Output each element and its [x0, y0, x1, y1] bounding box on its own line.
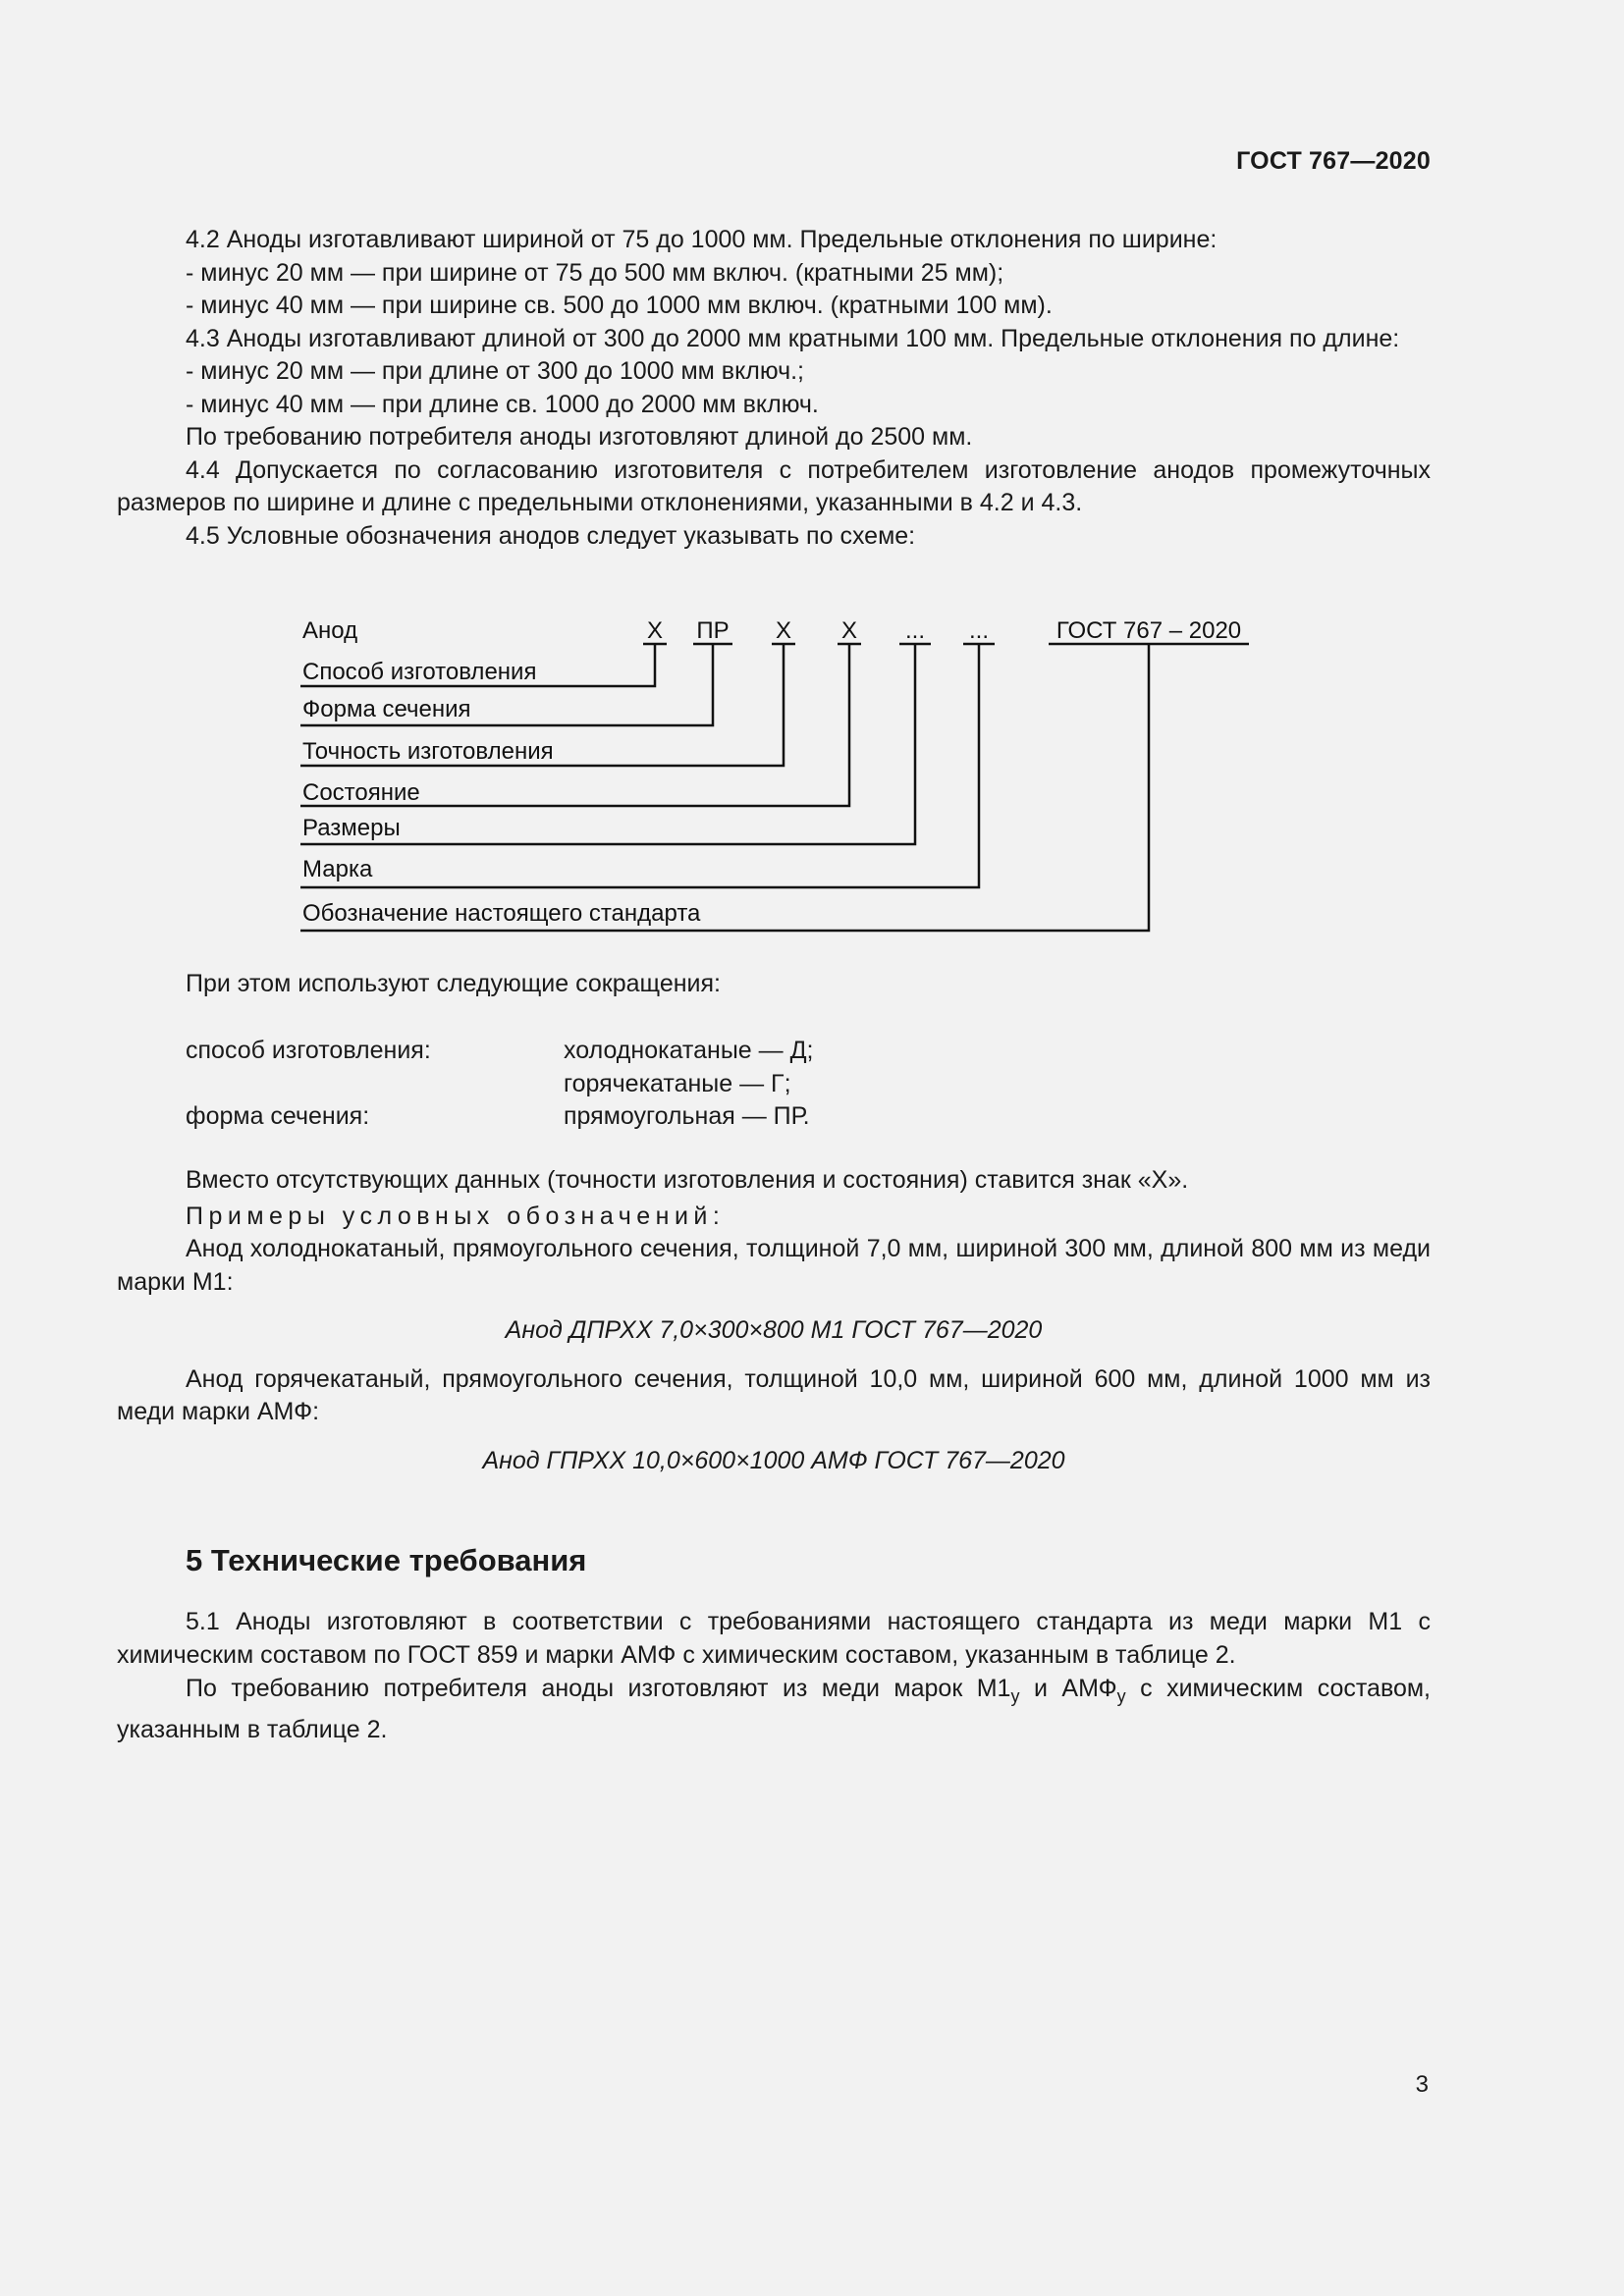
example-2-text: Анод горячекатаный, прямоугольного сечения, толщиной 10,0 мм, шириной 600 мм, длиной 1000 мм из меди марки АМФ:	[117, 1364, 1431, 1425]
abbreviations-block	[117, 968, 1431, 1001]
example-2-code: Анод ГПРХХ 10,0×600×1000 АМФ ГОСТ 767—2020	[482, 1446, 1065, 1474]
scheme-label: Обозначение настоящего стандарта	[302, 900, 701, 927]
abbreviation-row	[117, 1100, 1431, 1134]
scheme-code: ...	[904, 617, 926, 644]
scheme-label: Точность изготовления	[302, 738, 554, 765]
note-text: с химическим составом, указанным в таблице 2.	[117, 1675, 1431, 1743]
list-item: - минус 20 мм — при ширине от 75 до 500 мм включ. (кратными 25 мм);	[186, 258, 1004, 287]
paragraph-5-1-note	[117, 1672, 1431, 1746]
scheme-label: Размеры	[302, 815, 401, 841]
example-1-text: Анод холоднокатаный, прямоугольного сечения, толщиной 7,0 мм, шириной 300 мм, длиной 800 мм из меди марки М1:	[117, 1235, 1431, 1296]
subscript: у	[1116, 1686, 1126, 1706]
subscript: у	[1010, 1686, 1020, 1706]
scheme-code: ...	[968, 617, 990, 644]
abbreviation-key	[117, 1068, 564, 1101]
abbreviation-value: холоднокатаные — Д;	[564, 1037, 814, 1064]
scheme-code: Х	[840, 617, 858, 644]
section-5-heading: 5 Технические требования	[186, 1543, 587, 1577]
scheme-leader-lines	[300, 644, 1249, 931]
section-5-text	[117, 1606, 1431, 1746]
paragraph-4-5: 4.5 Условные обозначения анодов следует указывать по схеме:	[186, 521, 916, 550]
paragraph-4-4: 4.4 Допускается по согласованию изготовителя с потребителем изготовление анодов промежуточных размеров по ширине и длине с предельными отклонениями, указанными в 4.2 и 4.3.	[117, 455, 1431, 516]
page-number: 3	[1415, 2071, 1429, 2098]
abbreviation-key: способ изготовления:	[186, 1037, 431, 1064]
section-5	[117, 1544, 1431, 1577]
paragraph-4-3-note: По требованию потребителя аноды изготовляют длиной до 2500 мм.	[186, 423, 973, 451]
paragraph-5-1: 5.1 Аноды изготовляют в соответствии с требованиями настоящего стандарта из меди марки М1 с химическим составом по ГОСТ 859 и марки АМФ с химическим составом, указанным в таблице 2.	[117, 1608, 1431, 1669]
abbreviation-value: прямоугольная — ПР.	[564, 1102, 810, 1130]
scheme-label: Форма сечения	[302, 696, 471, 722]
list-item: - минус 40 мм — при длине св. 1000 до 2000 мм включ.	[186, 390, 819, 418]
scheme-anode-label: Анод	[302, 617, 358, 644]
note-text: По требованию потребителя аноды изготовляют из меди марок М1	[186, 1675, 1011, 1702]
missing-data-note: Вместо отсутствующих данных (точности изготовления и состояния) ставится знак «Х».	[186, 1166, 1189, 1194]
abbreviation-key: форма сечения:	[186, 1102, 370, 1130]
scheme-code: ПР	[696, 617, 730, 644]
note-text: и АМФ	[1019, 1675, 1117, 1702]
scheme-label: Состояние	[302, 779, 420, 806]
scheme-code: Х	[775, 617, 792, 644]
abbreviation-row	[117, 1068, 1431, 1101]
scheme-label: Способ изготовления	[302, 659, 537, 685]
designation-scheme	[0, 0, 1624, 962]
abbreviations-intro: При этом используют следующие сокращения:	[186, 970, 721, 997]
examples-block	[117, 1164, 1431, 1477]
paragraph-4-3: 4.3 Аноды изготавливают длиной от 300 до 2000 мм кратными 100 мм. Предельные отклонения по длине:	[186, 324, 1400, 352]
paragraph-4-2: 4.2 Аноды изготавливают шириной от 75 до 1000 мм. Предельные отклонения по ширине:	[186, 226, 1218, 253]
abbreviation-value: горячекатаные — Г;	[564, 1069, 791, 1097]
list-item: - минус 40 мм — при ширине св. 500 до 1000 мм включ. (кратными 100 мм).	[186, 292, 1053, 319]
list-item: - минус 20 мм — при длине от 300 до 1000 мм включ.;	[186, 357, 804, 385]
abbreviation-row	[117, 1035, 1431, 1068]
scheme-code: Х	[646, 617, 664, 644]
scheme-standard: ГОСТ 767 – 2020	[1056, 617, 1242, 644]
example-1-code: Анод ДПРХХ 7,0×300×800 М1 ГОСТ 767—2020	[505, 1316, 1043, 1344]
standard-header: ГОСТ 767—2020	[1236, 147, 1431, 175]
scheme-label: Марка	[302, 856, 373, 882]
examples-title: Примеры условных обозначений:	[186, 1201, 726, 1230]
abbreviations-table	[117, 1035, 1431, 1134]
